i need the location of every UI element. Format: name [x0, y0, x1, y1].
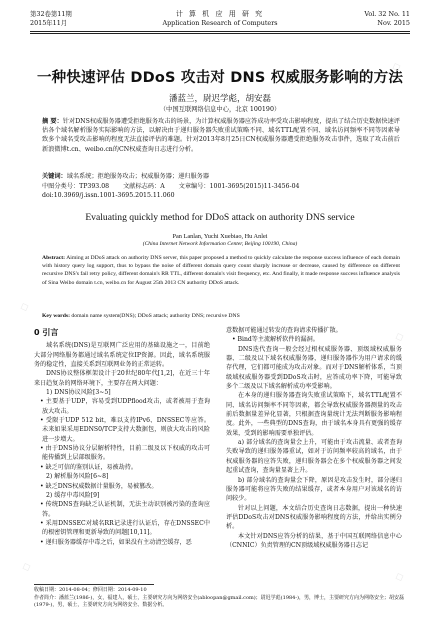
abstract-en-text: Aiming at DDoS attack on authority DNS server, this paper proposed a method to quickly calculate the response success influence of each domain with history query log support, thus to bypass the noise of different domain query count sharply increase or decrease, caused by difference on different recursive DNS's fail retry policy, different domain's RR TTL, different domain's visit frequency, etc. And finally, it made response success influence analysis of Sina Weibo domain t.cn, weibo.cn for August 25th 2013 CN authority DDoS attack. [42, 255, 400, 286]
watermark-mark: ◇ [390, 58, 403, 75]
abstract-cn-label: 摘 要： [42, 118, 63, 125]
doi: doi:10.3969/j.issn.1001-3695.2015.11.060 [42, 192, 175, 199]
header-rule [30, 31, 410, 32]
intro-paragraph-1: 域名系统(DNS)是互联网广泛应用的基础设施之一，目前绝大部分网络服务都通过域名系统定位IP资源。因此，域名系统服务的稳定性，直接关系到互联网业务的正常运转。 [34, 342, 210, 369]
right-paragraph-3: 在本身的递归服务器查询失败重试策略下，域名TTL配置不同、域名访问频率不同等因素，都会导致权威服务器测量的攻击前后数据量差异化显著，只根据查询量统计无法判断服务影响程度。此外，一些典型的DNS查询，由于域名本身具有更强的缓存效果，受到的影响需要单独评估。 [226, 392, 402, 437]
intro-paragraph-2: DNS协议整体框架设计于20世纪80年代[1,2]，在近三十年来日趋复杂的网络环境下，主要存在两大问题： [34, 370, 210, 387]
risk-item: • 缺乏可信的鉴别认证，易被劫持。 [40, 463, 137, 471]
risk-item: • 传统DNS查询缺乏认证机制，无法主动识别被污染的查询应答。 [40, 501, 210, 518]
keywords-en-label: Key words: [42, 313, 70, 319]
risk-heading-2: 2) 解析服务风险[6~8] [46, 473, 109, 481]
risk-item: • 受限于UDP 512 bit，难以支持IPv6、DNSSEC等应答。未来如果采用EDNS0/TCP支持大数据包，则放大攻击的风险进一步增大。 [40, 417, 210, 443]
watermark-mark: ◇ [393, 568, 406, 585]
body-column-left [34, 326, 210, 547]
risk-item: • 缺乏DNS权威数据计量服务，易被篡改。 [40, 482, 158, 490]
risk-item: • 采用DNSSEC对域名RR记录进行认证后，存在DNSSEC中的根密钥管理和更新导致的问题[10,11]。 [40, 519, 210, 537]
body-column-right [226, 326, 402, 550]
header-right [364, 10, 410, 28]
risk-item: • 由于DNS协议分层解析特性，目前二级及以下权威的攻击可能传播到上层部级服务。 [40, 445, 210, 462]
watermark-mark: ◇ [18, 298, 31, 315]
keywords-cn-label: 关键词： [42, 173, 67, 180]
authors-cn: 潘蓝兰，尉迟学彪，胡安磊 [168, 94, 271, 104]
risk-heading-3: 2) 缓存中毒风险[9] [46, 491, 100, 499]
affiliation-en: (China Internet Network Information Center, Beijing 100190, China) [142, 241, 298, 247]
header-rule-thin [30, 33, 410, 34]
footnote-rule [34, 584, 154, 585]
footnote-dates: 收稿日期：2014-08-04；修回日期：2014-09-10 [34, 587, 147, 593]
right-paragraph-cont: 意数据可能通过转发的查询请求传播扩散。 [226, 327, 342, 334]
keywords-cn [42, 172, 400, 181]
watermark-mark: ◇ [393, 328, 406, 345]
section-heading-intro: 0 引言 [34, 328, 59, 337]
keywords-en [42, 312, 400, 320]
risk-item: • 递归服务器缓存中毒之后，如果没有主动清空缓存，恶 [40, 538, 192, 546]
header-center [30, 10, 410, 28]
abstract-cn-text: 针对DNS权威服务器遭受拒绝服务攻击的场景，为计算权威服务器应答成功率受攻击影响程度，提出了结合历史数据快速评估各个域名解析服务实际影响的方法，以解决由于递归服务器失败重试策略不同、域名TTL配置不同、域名访问频率不同等因素导致多个域名受攻击影响的程度无法直接评估的难题。针对2013年8月25日CN权威服务器遭受拒绝服务攻击事件，选取了攻击前后新浪微博t.cn、weibo.cn的CN权威查询日志进行分析。 [42, 118, 400, 153]
authors-en: Pan Lanlan, Yuchi Xuebiao, Hu Anlei [172, 233, 268, 240]
article-number: 文章编号：1001-3695(2015)11-3456-04 [178, 183, 300, 190]
paper-title-cn: 一种快速评估 DDoS 攻击对 DNS 权威服务影响的方法 [36, 70, 404, 86]
volume-en: Vol. 32 No. 11 [364, 10, 410, 18]
right-paragraph-7: 本文针对DNS应答分析的结果，基于中国互联网络信息中心（CNNIC）负责管理的CN顶级域权威服务器日志记 [226, 532, 402, 549]
risk-item: • 主要基于UDP，容易受到UDPflood攻击，或者被用于查询放大攻击。 [40, 398, 210, 415]
document-code: 文献标志码：A [123, 183, 165, 190]
risk-heading-1: 1) DNS协议风险[3~5] [46, 389, 111, 397]
abstract-en [42, 254, 400, 287]
footnote [34, 587, 406, 610]
date-en: Nov. 2015 [377, 19, 410, 27]
running-header [30, 10, 410, 40]
classification-info [42, 182, 400, 191]
right-bullet: • Bind等主流解析软件的漏洞。 [232, 336, 319, 344]
date-cn: 2015年11月 [30, 19, 68, 27]
journal-name-en: Application Research of Computers [162, 19, 278, 27]
abstract-en-label: Abstract: [42, 255, 66, 261]
right-paragraph-5: b) 部分域名的查询量会下降，原因是攻击发生时，部分递归服务器可能将应答失败的结果缓存，或者本身用户对该域名的访问较少。 [226, 476, 402, 503]
clc-number: 中图分类号：TP393.08 [42, 183, 110, 190]
right-paragraph-2: DNS迭代查询一般会经过根权威服务器、顶级域权威服务器、二级及以下域名权威服务器，递归服务器作为用户请求的缓存代理，它们都可能成为攻击对象。而对于DNS解析体系，当顶级域权威服务器受到DDoS攻击时，应答成功率下降，可能导致多个二级及以下域名解析成功率受影响。 [226, 345, 402, 391]
keywords-cn-text: 域名系统；拒绝服务攻击；权威服务器；递归服务器 [66, 173, 210, 180]
right-paragraph-4: a) 部分域名的查询量会上升，可能由于攻击流量、或者查询失败导致的递归服务器重试，如对于访问频率较高的域名，由于权威服务器的应答失败，递归服务器会在多个权威服务器之间发起重试查询，查询量显著上升。 [226, 439, 402, 475]
affiliation-cn: （中国互联网络信息中心，北京 100190） [159, 106, 281, 113]
paper-title-en: Evaluating quickly method for DDoS attack on authority DNS service [85, 212, 355, 223]
journal-name-cn: 计 算 机 应 用 研 究 [175, 10, 265, 18]
abstract-cn [42, 117, 400, 154]
footnote-authors: 作者简介：潘蓝兰(1986-)，女，福建人，硕士，主要研究方向为网络安全(abloopan@gmail.com)；尉迟学彪(1984-)，男，博士，主要研究方向为网络安全；胡安磊(1979-)，男，硕士，主要研究方向为网络安全、数据分析。 [34, 594, 405, 609]
volume-cn: 第32卷第11期 [30, 10, 72, 18]
keywords-en-text: domain name system(DNS); DDoS attack; authority DNS; recursive DNS [71, 313, 240, 319]
watermark-mark: ◇ [20, 558, 33, 575]
right-paragraph-6: 针对以上问题，本文结合历史查询日志数据，提出一种快速评估DDoS攻击对DNS权威服务影响程度的方法，并给出实例分析。 [226, 504, 402, 531]
